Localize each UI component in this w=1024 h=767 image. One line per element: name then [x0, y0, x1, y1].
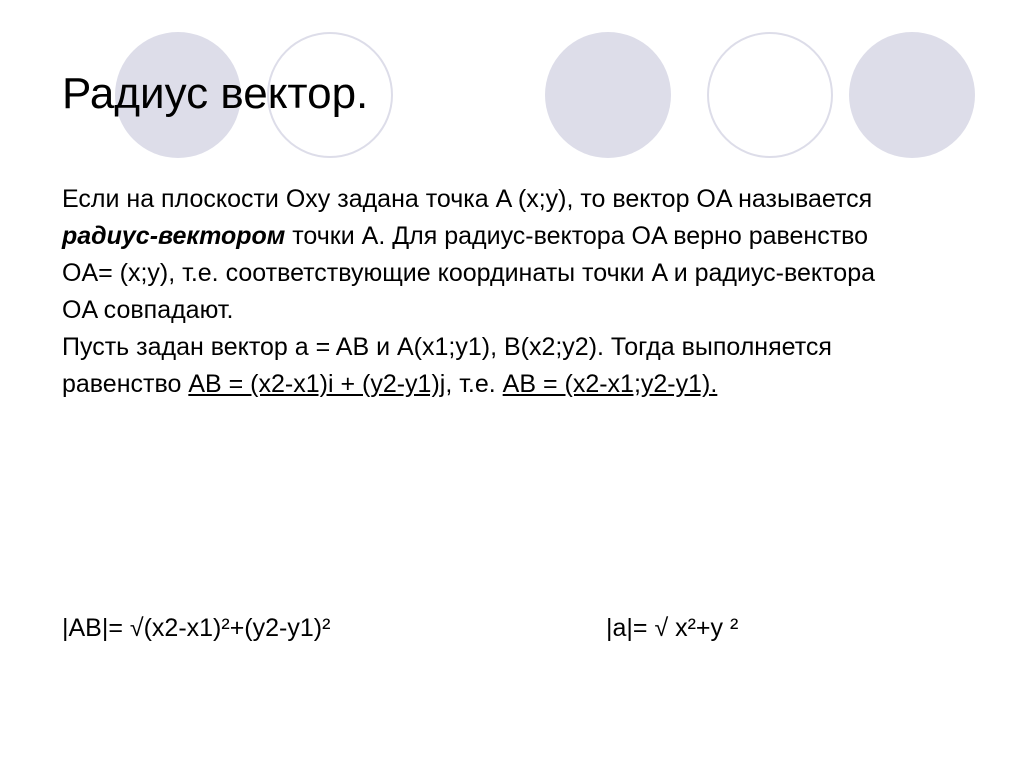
- paragraph-vector-ab: Пусть задан вектор a = AB и A(x1;y1), B(x2;y2). Тогда выполняется: [62, 333, 832, 361]
- decor-circle-outline: [707, 32, 833, 158]
- equality-prefix: равенство: [62, 370, 189, 398]
- decor-circle-filled: [849, 32, 975, 158]
- paragraph-definition: Если на плоскости Oxy задана точка A (x;y), то вектор OA называется: [62, 185, 873, 213]
- formula-ab-length: |AB|= √(x2-x1)²+(y2-y1)²: [62, 614, 331, 642]
- equality-mid: , т.е.: [445, 370, 503, 398]
- paragraph-radius-vector-text: точки A. Для радиус-вектора OA верно равенство: [285, 222, 869, 250]
- formula-ab-basis: AB = (x2-x1)i + (y2-y1)j: [188, 370, 446, 398]
- length-formulas: [62, 613, 992, 653]
- paragraph-radius-vector: [62, 221, 992, 252]
- slide-body: [62, 184, 992, 406]
- decor-circle-filled: [545, 32, 671, 158]
- slide-title: Радиус вектор.: [62, 69, 369, 118]
- formula-a-length: |a|= √ x²+y ²: [606, 614, 739, 642]
- paragraph-coincide: OA совпадают.: [62, 296, 234, 324]
- term-radius-vector: радиус-вектором: [62, 222, 286, 250]
- formula-ab-coords: AB = (x2-x1;y2-y1).: [502, 370, 718, 398]
- paragraph-coordinates: OA= (x;y), т.е. соответствующие координаты точки A и радиус-вектора: [62, 259, 876, 287]
- paragraph-equality: [62, 369, 992, 400]
